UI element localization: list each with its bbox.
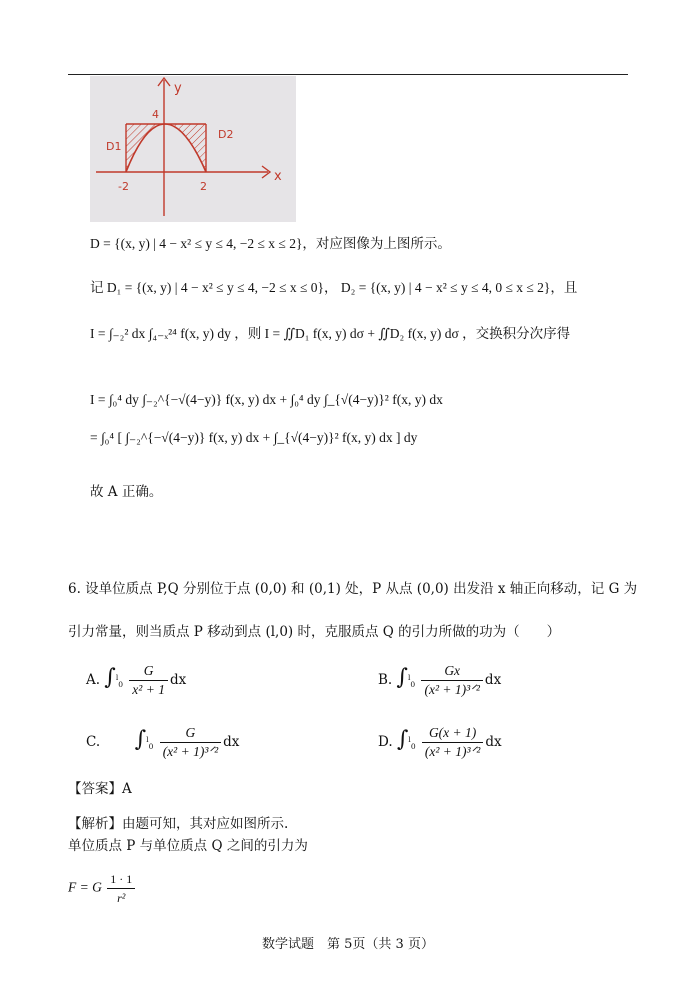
header-rule	[68, 74, 628, 75]
option-a-fraction: $\frac{G}{\text{x² + 1}}$	[129, 662, 168, 699]
force-lhs: F = G	[68, 879, 102, 895]
force-formula	[68, 870, 137, 907]
integral-limits: $^l_0$	[115, 673, 123, 689]
integral-limits: $^l_0$	[408, 735, 416, 751]
option-c	[86, 724, 239, 761]
analysis-line1: 【解析】由题可知，其对应如图所示.	[68, 816, 289, 832]
label-neg2: -2	[118, 180, 129, 193]
label-x: x	[274, 169, 282, 184]
i-swapped-line2: = ∫₀⁴ [ ∫₋₂^{−√(4−y)} f(x, y) dx + ∫_{√(4−y)}² f(x, y) dx ] dy	[90, 430, 418, 445]
i-swapped-line1: I = ∫₀⁴ dy ∫₋₂^{−√(4−y)} f(x, y) dx + ∫₀⁴ dy ∫_{√(4−y)}² f(x, y) dx	[90, 392, 443, 407]
figure-drawing	[90, 76, 296, 222]
integral-limits: $^l_0$	[146, 735, 154, 751]
d-definition: D = {(x, y) | 4 − x² ≤ y ≤ 4, −2 ≤ x ≤ 2}，对应图像为上图所示。	[90, 236, 451, 251]
option-d	[378, 724, 502, 761]
i-definition: I = ∫₋₂² dx ∫₄₋ₓ²⁴ f(x, y) dy ，则 I = ∬D₁ f(x, y) dσ + ∬D₂ f(x, y) dσ ，交换积分次序得	[90, 326, 571, 341]
integral-limits: $^l_0$	[407, 673, 416, 689]
conclusion-text: 故 A 正确。	[90, 484, 163, 500]
label-d2: D2	[218, 128, 234, 141]
integral-sign-icon: ∫	[396, 727, 409, 752]
option-d-fraction: $\frac{G(x + 1)}{\text{(x² + 1)³ᐟ²}}$	[422, 724, 483, 761]
option-c-fraction: $\frac{G}{\text{(x² + 1)³ᐟ²}}$	[160, 724, 221, 761]
question-6-line2: 引力常量，则当质点 P 移动到点 (l,0) 时，克服质点 Q 的引力所做的功为（ ）	[68, 624, 561, 640]
region-d1	[126, 124, 164, 172]
option-a-dx: dx	[169, 672, 187, 688]
answer-text: 【答案】A	[68, 781, 132, 797]
d1-d2-definition: 记 D₁ = {(x, y) | 4 − x² ≤ y ≤ 4, −2 ≤ x ≤ 0}， D₂ = {(x, y) | 4 − x² ≤ y ≤ 4, 0 ≤ x ≤ 2}，且	[90, 280, 578, 295]
option-a	[86, 662, 186, 699]
label-d1: D1	[106, 140, 122, 153]
label-y: y	[174, 81, 182, 96]
label-top-4: 4	[152, 108, 159, 121]
option-c-label: C.	[86, 734, 101, 750]
integral-sign-icon: ∫	[104, 665, 116, 690]
option-b	[378, 662, 501, 699]
integral-sign-icon: ∫	[396, 665, 408, 690]
option-d-dx: dx	[485, 734, 502, 750]
handwritten-figure	[90, 76, 296, 222]
option-b-label: B.	[378, 672, 393, 688]
analysis-line2: 单位质点 P 与单位质点 Q 之间的引力为	[68, 838, 308, 854]
option-d-label: D.	[378, 734, 393, 750]
page-footer: 数学试题 第 5页（共 3 页）	[262, 937, 434, 952]
question-6-line1: 6. 设单位质点 P,Q 分别位于点 (0,0) 和 (0,1) 处，P 从点 (0,0) 出发沿 x 轴正向移动，记 G 为	[68, 581, 638, 597]
option-a-label: A.	[86, 672, 101, 688]
option-b-dx: dx	[484, 672, 502, 688]
label-2: 2	[200, 180, 207, 193]
option-c-dx: dx	[223, 734, 240, 750]
region-d2	[164, 124, 206, 172]
force-fraction: $\frac{1 \cdot 1}{\text{r²}}$	[107, 870, 135, 907]
option-b-fraction: $\frac{Gx}{\text{(x² + 1)³ᐟ²}}$	[421, 662, 482, 699]
integral-sign-icon: ∫	[134, 727, 147, 752]
